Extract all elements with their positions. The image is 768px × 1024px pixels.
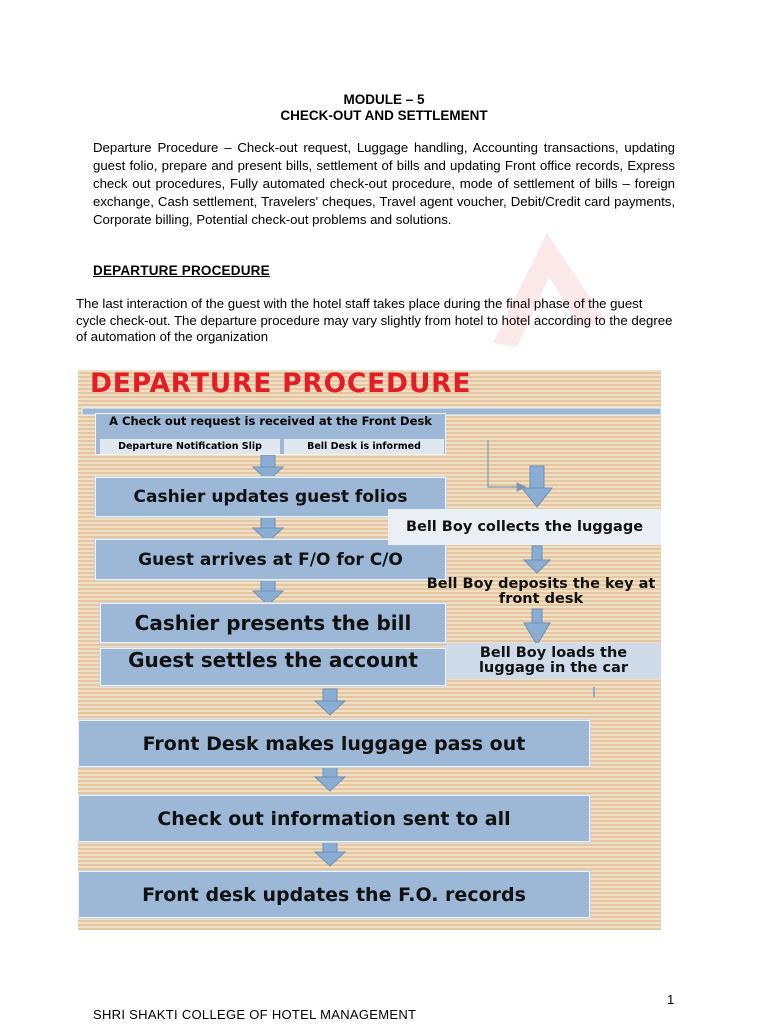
bell-desk-label: Bell Desk is informed (284, 439, 444, 454)
step-guest-arrives: Guest arrives at F/O for C/O (95, 539, 446, 580)
arrow-pass-to-info (315, 765, 345, 791)
arrow-bell-desk-connector (488, 440, 525, 487)
bellboy-loads: Bell Boy loads the luggage in the car (446, 643, 661, 679)
arrow-to-collects (522, 466, 552, 507)
divider-mark (593, 687, 595, 697)
bellboy-collects: Bell Boy collects the luggage (388, 509, 661, 545)
arrow-info-to-records (315, 840, 345, 866)
syllabus-paragraph: Departure Procedure – Check-out request, Luggage handling, Accounting transactions, updating guest folio, prepare and present bills, settlement of bills and updating Front office records, Express check out procedures, Fully automated check-out procedure, mode of settlement of bills – foreign exchange, Cash settlement, Travelers' cheques, Travel agent voucher, Debit/Credit card payments, Corporate billing, Potential check-out problems and solutions. (93, 140, 675, 227)
arrow-deposits-to-loads (524, 609, 550, 645)
departure-flow-diagram (78, 370, 661, 930)
checkout-request-box (95, 413, 446, 455)
checkout-request-text: A Check out request is received at the Front Desk (109, 414, 432, 428)
departure-slip-label: Departure Notification Slip (100, 439, 280, 454)
module-title: CHECK-OUT AND SETTLEMENT (280, 108, 488, 123)
step-guest-settles: Guest settles the account (100, 648, 446, 686)
diagram-title: DEPARTURE PROCEDURE (90, 370, 472, 399)
arrow-arrives-to-bill (253, 579, 283, 605)
page-number: 1 (667, 992, 675, 1007)
step-luggage-pass-out: Front Desk makes luggage pass out (78, 720, 590, 767)
step-cashier-folios: Cashier updates guest folios (95, 477, 446, 517)
step-info-sent: Check out information sent to all (78, 795, 590, 842)
arrow-settle-to-pass (315, 689, 345, 715)
footer-college-name: SHRI SHAKTI COLLEGE OF HOTEL MANAGEMENT (93, 1007, 417, 1022)
bellboy-deposits: Bell Boy deposits the key at front desk (426, 576, 656, 607)
arrow-collects-to-deposits (524, 546, 550, 573)
intro-paragraph: The last interaction of the guest with the hotel staff takes place during the final phase of the guest cycle check-out. The departure procedure may vary slightly from hotel to hotel according to the degree of automation of the organization (76, 296, 673, 344)
module-number: MODULE – 5 (343, 92, 425, 107)
section-heading: DEPARTURE PROCEDURE (93, 263, 270, 278)
step-cashier-presents-bill: Cashier presents the bill (100, 603, 446, 643)
step-updates-records: Front desk updates the F.O. records (78, 871, 590, 918)
